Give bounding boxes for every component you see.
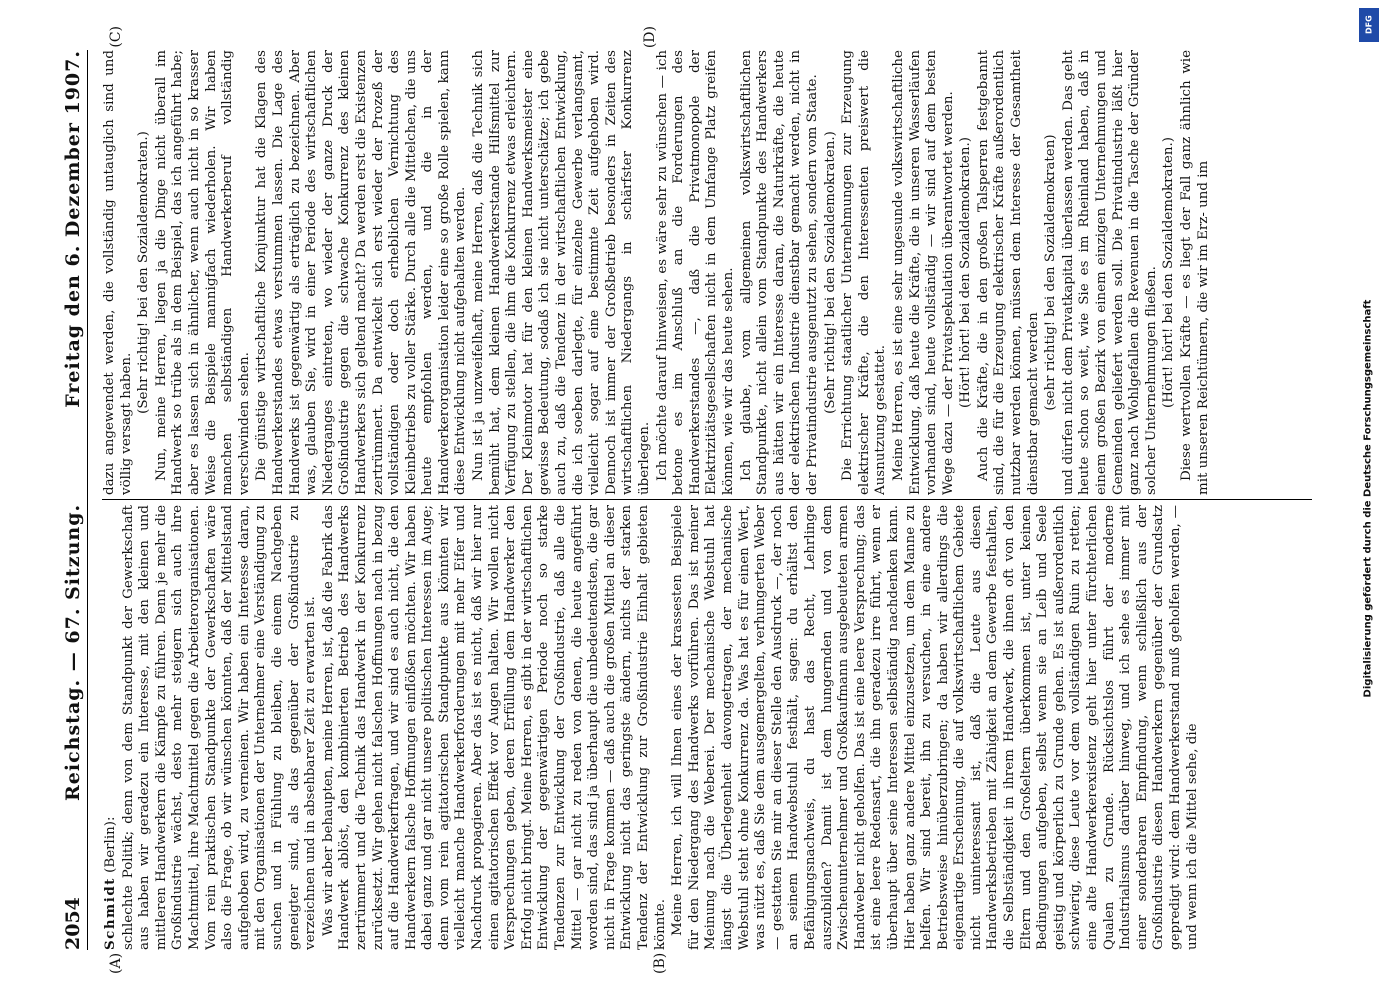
paragraph: Was wir aber behaupten, meine Herren, ist, daß die Fabrik das Handwerk ablöst, den kombinierten Betrieb des Handwerks zertrümmert und die Technik das Handwerk in der Konkurrenz zurücksetzt. Wir gehen nicht falschen Hoffnungen nach in bezug auf die Handwerkerfragen, und wir sind es auch nicht, die den Handwerkern falsche Hoffnungen einflößen möchten. Wir haben dabei ganz und gar nicht unsere politischen Interessen im Auge; denn vom rein agitatorischen Standpunkte aus könnten wir vielleicht manche Handwerkerforderungen mit mehr Eifer und Nachdruck propagieren. Aber das ist es nicht, daß wir hier nur einen agitatorischen Effekt vor Augen halten. Wir wollen nicht Versprechungen geben, deren Erfüllung dem Handwerker den Erfolg nicht bringt. Meine Herren, es gibt in der wirtschaftlichen Entwicklung der gegenwärtigen Periode noch so starke Tendenzen zur Entwicklung der Großindustrie, daß alle die Mittel — gar nicht zu reden von denen, die heute angeführt worden sind, das sind ja überhaupt die unbedeutendsten, die gar nicht in Frage kommen — daß auch die großen Mittel an dieser Entwicklung nicht das geringste ändern, nichts der starken Tendenz der Entwicklung zur Großindustrie Einhalt gebieten könnte.: [320, 505, 668, 950]
column-divider: [102, 499, 1312, 500]
paragraph: Nun ist ja unzweifelhaft, meine Herren, daß die Technik sich bemüht hat, dem kleinen Handwerkerstande Hilfsmittel zur Verfügung zu stellen, die ihm die Konkurrenz etwas erleichtern. Der Kleinmotor hat für den kleinen Handwerksmeister eine gewisse Bedeutung, sodaß ich sie nicht unterschätze; ich gebe auch zu, daß die Tendenz in der wirtschaftlichen Entwicklung, die ich soeben darlegte, für einzelne Gewerbe verlangsamt, vielleicht sogar auf eine bestimmte Zeit aufgehoben wird. Dennoch ist immer der Großbetrieb besonders in Zeiten des wirtschaftlichen Niedergangs in schärfster Konkurrenz überlegen.: [470, 50, 652, 495]
paragraph: Auch die Kräfte, die in den großen Talsperren festgebannt sind, die für die Erzeugung elektrischer Kräfte außerordentlich nutzbar werden können, müssen dem Interesse der Gesamtheit dienstbar gemacht werden: [975, 50, 1041, 495]
speaker-name: Schmidt: [101, 877, 118, 950]
interjection: (Hört! hört! bei den Sozialdemokraten.): [1160, 137, 1176, 408]
speaker-line: [102, 505, 120, 950]
paragraph: Ich glaube, vom allgemeinen volkswirtschaftlichen Standpunkte, nicht allein vom Standpunkte des Handwerkers aus hätten wir ein Interesse daran, die Naturkräfte, die heute der elektrischen Industrie dienstbar gemacht werden, nicht in der Privatindustrie ausgenutzt zu sehen, sondern vom Staate.: [738, 50, 820, 495]
paragraph: schlechte Politik; denn von dem Standpunkt der Gewerkschaft aus haben wir geradezu ein Interesse, mit den kleinen und mittleren Handwerkern die Kämpfe zu führen. Denn je mehr die Großindustrie wächst, desto mehr steigern sich auch ihre Machtmittel, ihre Machtmittel gegen die Arbeiterorganisationen. Vom rein praktischen Standpunkte der Gewerkschaften wäre also die Frage, ob wir wünschen könnten, daß der Mittelstand aufgehoben wird, zu verneinen. Wir haben ein Interesse daran, mit den Organisationen der Unternehmer eine Verständigung zu suchen und in Fühlung zu bleiben, die einem Nachgeben geneigter sind, als das gegenüber der Großindustrie zu verzeichnen und in absehbarer Zeit zu erwarten ist.: [120, 505, 318, 950]
interjection: (Sehr richtig! bei den Sozialdemokraten.): [135, 131, 151, 414]
margin-mark-d: (D): [641, 26, 658, 49]
digitization-credit: [1353, 0, 1383, 1000]
interjection: (sehr richtig! bei den Sozialdemokraten): [1042, 134, 1058, 411]
paragraph: und dürfen nicht dem Privatkapital überlassen werden. Das geht heute schon so weit, wie Sie es im Rheinland haben, daß in einem großen Bezirk von einem einzigen Unternehmungen und Gemeinden geliefert werden soll. Die Privatindustrie läßt hier ganz nach Wohlgefallen die Revenuen in die Tasche der Gründer solcher Unternehmungen fließen.: [1060, 50, 1159, 495]
paragraph: Die günstige wirtschaftliche Konjunktur hat die Klagen des Handwerkerstandes etwas verstummen lassen. Die Lage des Handwerks ist gegenwärtig als erträglich zu bezeichnen. Aber was, glauben Sie, wird in einer Periode des wirtschaftlichen Niederganges eintreten, wo wieder der ganze Druck der Großindustrie gegen die schwache Konkurrenz des kleinen Handwerkers sich geltend macht? Da werden erst die Existenzen zertrümmert. Da entwickelt sich erst wieder der Prozeß der vollständigen oder doch erheblichen Vernichtung des Kleinbetriebs zu voller Stärke. Durch alle die Mittelchen, die uns heute empfohlen werden, und die in der Handwerkerorganisation leider eine so große Rolle spielen, kann diese Entwicklung nicht aufgehalten werden.: [253, 50, 468, 495]
paragraph: Meine Herren, es ist eine sehr ungesunde volkswirtschaftliche Entwicklung, daß heute die Kräfte, die in unseren Wasserläufen vorhanden sind, heute vollständig — wir sind auf dem besten Wege dazu — der Privatspekulation überantwortet werden.: [890, 50, 956, 495]
dfg-logo: DFG: [1359, 8, 1379, 42]
paragraph: Ich möchte darauf hinweisen, es wäre sehr zu wünschen — ich betone es im Anschluß an die Forderungen des Handwerkerstandes —, daß die Privatmonopole der Elektrizitätsgesellschaften nicht in dem Umfange Platz greifen können, wie wir das heute sehen.: [654, 50, 736, 495]
interjection: (Sehr richtig! bei den Sozialdemokraten.): [822, 131, 838, 414]
speaker-location: (Berlin):: [102, 816, 118, 873]
session-title: Reichstag. — 67. Sitzung.: [61, 503, 84, 801]
right-column: [102, 50, 1312, 495]
margin-mark-b: (B): [651, 952, 668, 974]
document-page: [42, 20, 1342, 980]
page-number: 2054: [61, 897, 84, 950]
left-column: [102, 505, 1312, 950]
margin-mark-c: (C): [107, 26, 124, 48]
credit-text: Digitalisierung gefördert durch die Deutsche Forschungsgemeinschaft: [1362, 299, 1374, 698]
paragraph: Nun, meine Herren, liegen ja die Dinge nicht überall im Handwerk so trübe als in dem Beispiel, das ich angeführt habe; aber es lassen sich in ähnlicher, wenn auch nicht in so krasser Weise die Beispiele mannigfach wiederholen. Wir haben manchen selbständigen Handwerkerberuf vollständig verschwinden sehen.: [153, 50, 252, 495]
page-header: [62, 50, 88, 950]
date-title: Freitag den 6. Dezember 1907.: [61, 50, 84, 408]
interjection: (Hört! hört! bei den Sozialdemokraten.): [957, 137, 973, 408]
paragraph: Diese wertvollen Kräfte — es liegt der Fall ganz ähnlich wie mit unseren Reichtümern, die wir im Erz- und im: [1178, 50, 1211, 495]
paragraph: dazu angewendet werden, die vollständig untauglich sind und völlig versagt haben.: [101, 50, 134, 495]
paragraph: Meine Herren, ich will Ihnen eines der krassesten Beispiele für den Niedergang des Handwerks vorführen. Das ist meiner Meinung nach die Weberei. Der mechanische Webstuhl hat längst die Überlegenheit davongetragen, der mechanische Webstuhl steht ohne Konkurrenz da. Was hat es für einen Wert, was nützt es, daß Sie dem ausgemergelten, verhungerten Weber — gestatten Sie mir an dieser Stelle den Ausdruck —, der noch an seinem Handwebstuhl festhält, sagen: du erhältst den Befähigungsnachweis, du hast das Recht, Lehrlinge auszubilden? Damit ist dem hungernden und von dem Zwischenunternehmer und Großkaufmann ausgebeuteten armen Handweber nicht geholfen. Das ist eine leere Versprechung; das ist eine leere Redensart, die ihn geradezu irre führt, wenn er überhaupt über seine Interessen selbständig nachdenken kann. Hier haben ganz andere Mittel einzusetzen, um dem Manne zu helfen. Wir sind bereit, ihn zu versuchen, in eine andere Betriebsweise hinüberzubringen; da haben wir allerdings die eigenartige Erscheinung, die auf volkswirtschaftlichem Gebiete nicht uninteressant ist, daß die Leute aus diesen Handwerksbetrieben mit Zähigkeit an dem Gewerbe festhalten, die Selbständigkeit in ihrem Handwerk, die ihnen oft von den Eltern und den Großeltern überkommen ist, unter keinen Bedingungen aufgeben, selbst wenn sie an Leib und Seele geistig und körperlich zu Grunde gehen. Es ist außerordentlich schwierig, diese Leute vor dem vollständigen Ruin zu retten; eine alte Handwerkerexistenz geht hier unter fürchterlichen Qualen zu Grunde. Rücksichtslos führt der moderne Industrialismus darüber hinweg, und ich sehe es immer mit einer sonderbaren Empfindung, wenn schließlich aus der Großindustrie diesen Handwerkern gegenüber der Grundsatz gepredigt wird: dem Handwerkerstand muß geholfen werden, — und wenn ich die Mittel sehe, die: [669, 505, 1200, 950]
paragraph: Die Errichtung staatlicher Unternehmungen zur Erzeugung elektrischer Kräfte, die den Interessenten preiswert die Ausnutzung gestattet.: [839, 50, 888, 495]
margin-mark-a: (A): [107, 952, 124, 974]
